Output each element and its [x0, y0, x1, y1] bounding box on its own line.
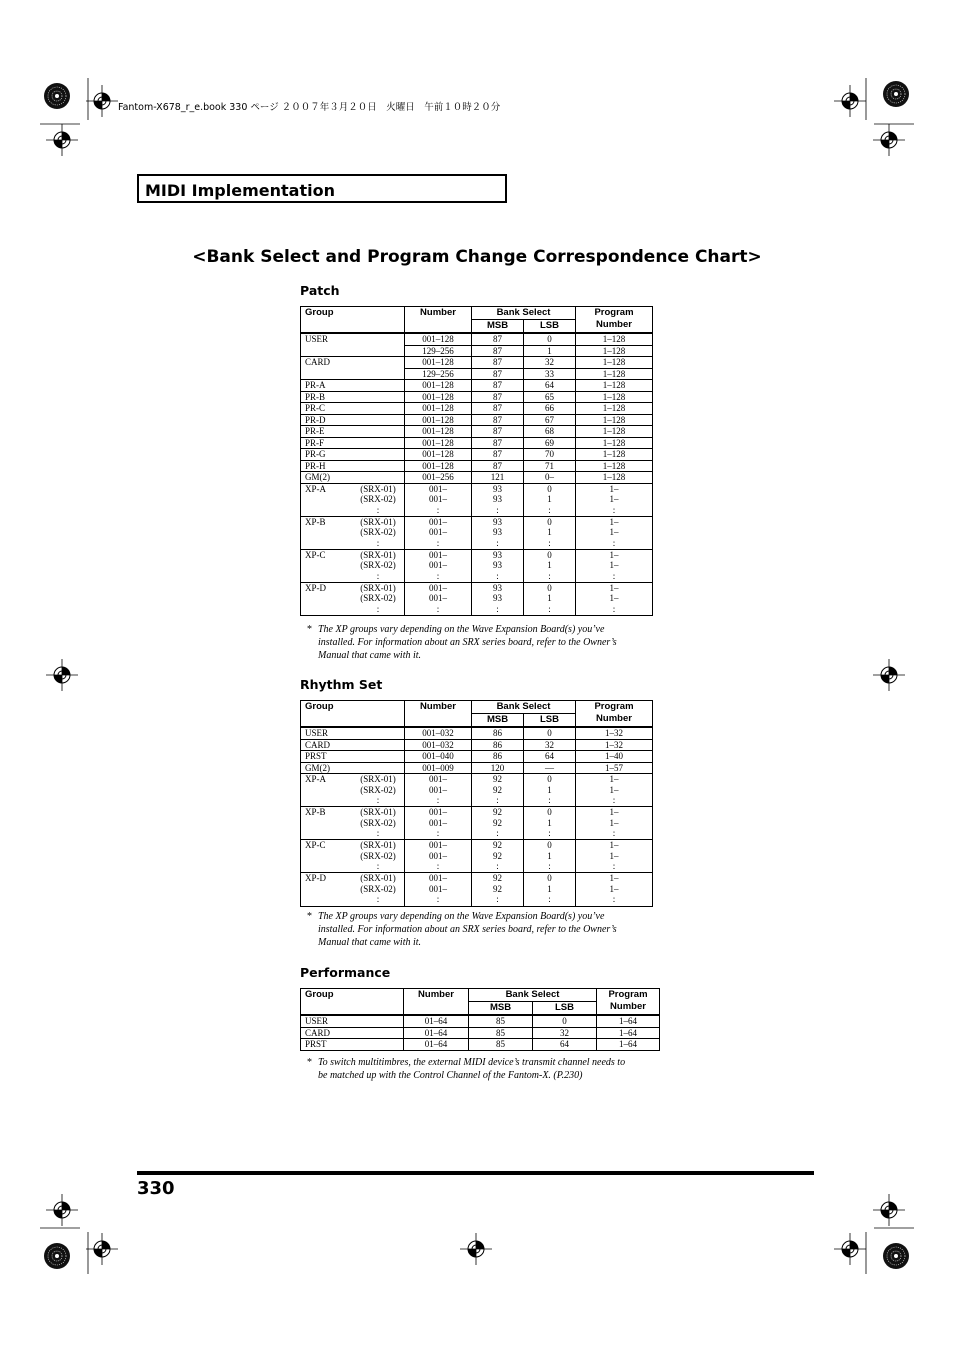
cell-msb: 86: [472, 739, 524, 751]
cell-program: 1–128: [576, 460, 653, 472]
cell-program: 1– 1– :: [576, 807, 653, 840]
cell-lsb: 68: [524, 426, 576, 438]
cell-lsb: 0 1 :: [524, 774, 576, 807]
performance-footnote: * To switch multitimbres, the external MIDI device’s transmit channel needs to be matched up with the Control Channel of the Fantom-X. (P.230): [307, 1057, 626, 1081]
cell-group: XP-A (SRX-01) (SRX-02) :: [301, 483, 405, 516]
cell-msb: 85: [469, 1039, 533, 1050]
cell-msb: 92 92 :: [472, 873, 524, 906]
cell-program: 1–128: [576, 333, 653, 345]
cell-number: 001– 001– :: [405, 840, 472, 873]
cell-lsb: 0 1 :: [524, 582, 576, 615]
cell-msb: 87: [472, 403, 524, 415]
cell-number: 001– 001– :: [405, 516, 472, 549]
cell-lsb: 0: [524, 727, 576, 739]
cell-number: 01–64: [404, 1015, 469, 1027]
cell-msb: 92 92 :: [472, 774, 524, 807]
table-row: [301, 1015, 660, 1027]
cell-number: 001–032: [405, 727, 472, 739]
cell-group: GM(2): [301, 762, 405, 774]
cell-msb: 87: [472, 426, 524, 438]
cell-msb: 93 93 :: [472, 582, 524, 615]
page-number: 330: [137, 1178, 175, 1199]
cell-lsb: 0 1 :: [524, 807, 576, 840]
header-number: Number: [405, 307, 472, 334]
cell-number: 001–256: [405, 472, 472, 484]
table-row-xp: [301, 840, 653, 873]
cell-lsb: 33: [524, 368, 576, 380]
cell-lsb: 71: [524, 460, 576, 472]
header-msb: MSB: [472, 714, 524, 728]
cell-msb: 87: [472, 380, 524, 392]
cell-msb: 87: [472, 460, 524, 472]
section-header: MIDI Implementation: [137, 174, 507, 203]
cell-lsb: 0 1 :: [524, 840, 576, 873]
cell-number: 01–64: [404, 1027, 469, 1039]
header-number: Number: [404, 989, 469, 1016]
table-row: [301, 1039, 660, 1050]
cell-number: 001–128: [405, 460, 472, 472]
cell-lsb: 0–: [524, 472, 576, 484]
header-group: Group: [301, 701, 405, 728]
table-row-xp: [301, 582, 653, 615]
cell-program: 1–128: [576, 345, 653, 357]
header-bank-select: Bank Select: [472, 307, 576, 320]
table-row: [301, 357, 653, 369]
cell-group: USER: [301, 333, 405, 345]
cell-program: 1– 1– :: [576, 873, 653, 906]
cell-group: PRST: [301, 751, 405, 763]
cell-program: 1–128: [576, 391, 653, 403]
cell-number: 001– 001– :: [405, 582, 472, 615]
cell-group: PR-F: [301, 437, 405, 449]
cell-program: 1– 1– :: [576, 516, 653, 549]
cell-program: 1–128: [576, 357, 653, 369]
cell-program: 1–40: [576, 751, 653, 763]
cell-group: PR-H: [301, 460, 405, 472]
cell-lsb: 0 1 :: [524, 549, 576, 582]
cell-msb: 93 93 :: [472, 483, 524, 516]
cell-number: 001–128: [405, 403, 472, 415]
cell-msb: 120: [472, 762, 524, 774]
cell-number: 001– 001– :: [405, 873, 472, 906]
cell-msb: 92 92 :: [472, 807, 524, 840]
cell-msb: 93 93 :: [472, 549, 524, 582]
cell-program: 1–128: [576, 403, 653, 415]
cell-group: CARD: [301, 739, 405, 751]
cell-group: PR-A: [301, 380, 405, 392]
cell-lsb: 66: [524, 403, 576, 415]
cell-msb: 87: [472, 345, 524, 357]
cell-program: 1–64: [597, 1039, 660, 1050]
cell-program: 1–64: [597, 1027, 660, 1039]
cell-program: 1– 1– :: [576, 483, 653, 516]
cell-program: 1–128: [576, 437, 653, 449]
patch-table: [300, 306, 653, 616]
cell-group: PRST: [301, 1039, 404, 1050]
cell-group: XP-B (SRX-01) (SRX-02) :: [301, 807, 405, 840]
cell-program: 1–128: [576, 449, 653, 461]
performance-heading: Performance: [300, 965, 391, 980]
cell-number: 129–256: [405, 368, 472, 380]
cell-lsb: 69: [524, 437, 576, 449]
cell-lsb: —: [524, 762, 576, 774]
header-bank-select: Bank Select: [469, 989, 597, 1002]
table-row: [301, 437, 653, 449]
table-row: [301, 403, 653, 415]
cell-group: [301, 368, 405, 380]
header-group: Group: [301, 989, 404, 1016]
cell-lsb: 0 1 :: [524, 483, 576, 516]
header-msb: MSB: [469, 1002, 533, 1016]
cell-number: 001–128: [405, 426, 472, 438]
cell-group: XP-D (SRX-01) (SRX-02) :: [301, 873, 405, 906]
cell-lsb: 0 1 :: [524, 516, 576, 549]
header-group: Group: [301, 307, 405, 334]
table-row: [301, 380, 653, 392]
cell-lsb: 0: [524, 333, 576, 345]
cell-number: 001–032: [405, 739, 472, 751]
table-row: [301, 333, 653, 345]
cell-number: 001– 001– :: [405, 807, 472, 840]
page-title: <Bank Select and Program Change Correspondence Chart>: [192, 247, 762, 267]
cell-group: PR-C: [301, 403, 405, 415]
table-row-xp: [301, 549, 653, 582]
cell-number: 01–64: [404, 1039, 469, 1050]
cell-number: 001–128: [405, 333, 472, 345]
cell-group: [301, 345, 405, 357]
cell-lsb: 64: [524, 751, 576, 763]
table-row: [301, 449, 653, 461]
cell-lsb: 70: [524, 449, 576, 461]
table-row-xp: [301, 807, 653, 840]
cell-msb: 86: [472, 727, 524, 739]
cell-group: XP-D (SRX-01) (SRX-02) :: [301, 582, 405, 615]
cell-group: PR-D: [301, 414, 405, 426]
cell-number: 001–128: [405, 449, 472, 461]
cell-program: 1–128: [576, 426, 653, 438]
cell-group: PR-B: [301, 391, 405, 403]
print-header: Fantom-X678_r_e.book 330 ページ ２００７年３月２０日 火曜日 午前１０時２０分: [118, 102, 501, 113]
cell-program: 1–128: [576, 414, 653, 426]
cell-group: PR-G: [301, 449, 405, 461]
cell-number: 001–040: [405, 751, 472, 763]
header-msb: MSB: [472, 320, 524, 334]
cell-lsb: 32: [524, 739, 576, 751]
cell-msb: 87: [472, 437, 524, 449]
table-row: [301, 751, 653, 763]
cell-lsb: 64: [524, 380, 576, 392]
cell-group: GM(2): [301, 472, 405, 484]
cell-program: 1– 1– :: [576, 774, 653, 807]
cell-msb: 87: [472, 391, 524, 403]
cell-msb: 85: [469, 1027, 533, 1039]
table-row: [301, 472, 653, 484]
table-row: [301, 460, 653, 472]
table-row: [301, 426, 653, 438]
cell-msb: 87: [472, 357, 524, 369]
patch-footnote: * The XP groups vary depending on the Wave Expansion Board(s) you’ve installed. For information about an SRX series board, refer to the Owner’s Manual that came with it.: [307, 624, 617, 661]
cell-program: 1–128: [576, 380, 653, 392]
cell-lsb: 32: [533, 1027, 597, 1039]
header-lsb: LSB: [524, 714, 576, 728]
cell-msb: 87: [472, 333, 524, 345]
cell-number: 001– 001– :: [405, 483, 472, 516]
cell-lsb: 64: [533, 1039, 597, 1050]
cell-program: 1–128: [576, 472, 653, 484]
table-row: [301, 727, 653, 739]
cell-msb: 92 92 :: [472, 840, 524, 873]
performance-table: [300, 988, 660, 1051]
cell-program: 1–64: [597, 1015, 660, 1027]
cell-msb: 93 93 :: [472, 516, 524, 549]
header-bank-select: Bank Select: [472, 701, 576, 714]
cell-msb: 85: [469, 1015, 533, 1027]
cell-number: 129–256: [405, 345, 472, 357]
rhythm-table: [300, 700, 653, 907]
cell-msb: 86: [472, 751, 524, 763]
cell-number: 001–128: [405, 391, 472, 403]
cell-number: 001– 001– :: [405, 549, 472, 582]
cell-program: 1–32: [576, 739, 653, 751]
cell-lsb: 1: [524, 345, 576, 357]
cell-group: USER: [301, 727, 405, 739]
patch-heading: Patch: [300, 283, 340, 298]
cell-group: CARD: [301, 357, 405, 369]
rhythm-footnote: * The XP groups vary depending on the Wave Expansion Board(s) you’ve installed. For information about an SRX series board, refer to the Owner’s Manual that came with it.: [307, 911, 617, 948]
table-row: [301, 391, 653, 403]
cell-msb: 87: [472, 449, 524, 461]
header-program-number: Program Number: [576, 701, 653, 728]
cell-lsb: 32: [524, 357, 576, 369]
table-row-xp: [301, 516, 653, 549]
cell-program: 1– 1– :: [576, 549, 653, 582]
rhythm-heading: Rhythm Set: [300, 677, 383, 692]
cell-number: 001–128: [405, 414, 472, 426]
cell-number: 001–009: [405, 762, 472, 774]
header-lsb: LSB: [524, 320, 576, 334]
header-lsb: LSB: [533, 1002, 597, 1016]
cell-number: 001–128: [405, 437, 472, 449]
table-row: [301, 1027, 660, 1039]
cell-number: 001–128: [405, 380, 472, 392]
cell-group: XP-A (SRX-01) (SRX-02) :: [301, 774, 405, 807]
header-program-number: Program Number: [597, 989, 660, 1016]
table-row: [301, 345, 653, 357]
cell-msb: 87: [472, 368, 524, 380]
cell-group: XP-B (SRX-01) (SRX-02) :: [301, 516, 405, 549]
cell-group: PR-E: [301, 426, 405, 438]
table-row-xp: [301, 873, 653, 906]
table-row: [301, 414, 653, 426]
cell-msb: 121: [472, 472, 524, 484]
cell-group: CARD: [301, 1027, 404, 1039]
table-row: [301, 368, 653, 380]
cell-group: XP-C (SRX-01) (SRX-02) :: [301, 549, 405, 582]
footer-rule: [137, 1171, 814, 1175]
header-program-number: Program Number: [576, 307, 653, 334]
header-number: Number: [405, 701, 472, 728]
cell-program: 1–32: [576, 727, 653, 739]
cell-number: 001– 001– :: [405, 774, 472, 807]
cell-program: 1–57: [576, 762, 653, 774]
cell-group: XP-C (SRX-01) (SRX-02) :: [301, 840, 405, 873]
cell-lsb: 67: [524, 414, 576, 426]
cell-program: 1– 1– :: [576, 582, 653, 615]
table-row-xp: [301, 483, 653, 516]
cell-group: USER: [301, 1015, 404, 1027]
table-row-xp: [301, 774, 653, 807]
table-row: [301, 739, 653, 751]
cell-lsb: 0 1 :: [524, 873, 576, 906]
cell-msb: 87: [472, 414, 524, 426]
cell-program: 1–128: [576, 368, 653, 380]
cell-lsb: 65: [524, 391, 576, 403]
cell-program: 1– 1– :: [576, 840, 653, 873]
table-row: [301, 762, 653, 774]
cell-lsb: 0: [533, 1015, 597, 1027]
cell-number: 001–128: [405, 357, 472, 369]
